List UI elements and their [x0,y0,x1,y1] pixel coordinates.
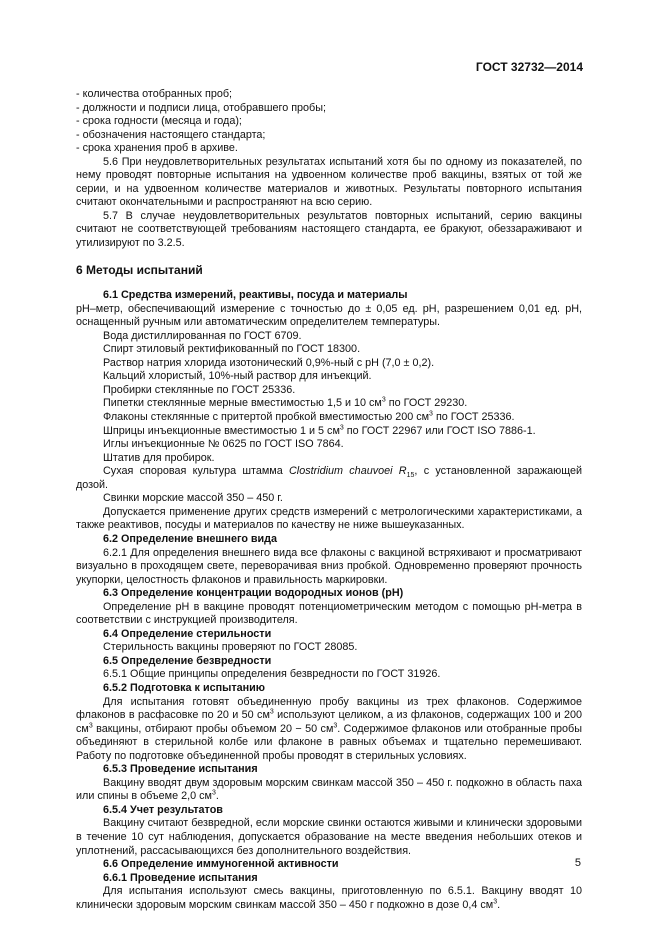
section-title: 6 Методы испытаний [76,262,203,277]
paragraph: Спирт этиловый ректификованный по ГОСТ 18300. [103,343,361,356]
superscript: 3 [493,898,498,906]
superscript: 3 [211,789,216,797]
paragraph: Пробирки стеклянные по ГОСТ 25336. [103,383,296,396]
superscript: 3 [333,722,338,730]
text-run: Пипетки стеклянные мерные вместимостью 1,5 и 10 см [103,397,382,410]
paragraph [76,696,582,764]
subsection-heading: 6.6 Определение иммуногенной активности [103,858,339,871]
text-run: по ГОСТ 29230. [385,397,468,410]
paragraph: Кальций хлористый, 10%-ный раствор для инъекций. [103,370,372,383]
paragraph: Вода дистиллированная по ГОСТ 6709. [103,329,302,342]
superscript: 3 [88,722,93,730]
paragraph [76,777,582,804]
paragraph: Штатив для пробирок. [103,451,215,464]
paragraph: Стерильность вакцины проверяют по ГОСТ 28085. [103,641,358,654]
paragraph: 6.5.1 Общие принципы определения безвредности по ГОСТ 31926. [103,668,441,681]
list-item: - срока хранения проб в архиве. [76,142,238,155]
text-run: . Содержимое флаконов или отобранные пробы объединяют в стерильной колбе или флаконе в равных объемах и тщательно перемешивают. Работу по подготовке объединенной пробы проводят в стерильных условиях. [76,722,583,762]
text-run: Флаконы стеклянные с притертой пробкой вместимостью 200 см [103,411,430,424]
text-run: Вакцину вводят двум здоровым морским свинкам массой 350 – 450 г. подкожно в область паха или спины в объеме 2,0 см [76,776,582,803]
subsection-heading: 6.5 Определение безвредности [103,654,272,667]
paragraph: pH–метр, обеспечивающий измерение с точностью до ± 0,05 ед. pH, разрешением 0,01 ед. pH, оснащенный ручным или автоматическим определителем температуры. [76,302,582,329]
paragraph [76,885,582,912]
text-run: Для испытания готовят объединенную пробу вакцины из трех флаконов. Содержимое флаконов в расфасовке по 20 и 50 см [76,695,582,722]
text-run: по ГОСТ 22967 или ГОСТ ISO 7886-1. [343,424,536,437]
paragraph: 6.2.1 Для определения внешнего вида все флаконы с вакциной встряхивают и просматривают визуально в проходящем свете, переворачивая вниз пробкой. Одновременно проверяют прочность укупорки, целостность флаконов и правильность маркировки. [76,546,582,586]
text-run: . [497,898,501,911]
list-item: - срока годности (месяца и года); [76,115,242,128]
paragraph [76,411,582,425]
paragraph: Допускается применение других средств измерений с метрологическими характеристиками, а также реактивов, посуды и материалов по качеству не ниже вышеуказанных. [76,505,582,532]
superscript: 3 [381,396,386,404]
paragraph: Иглы инъекционные № 0625 по ГОСТ ISO 7864. [103,438,344,451]
paragraph [76,465,582,492]
subsection-heading: 6.4 Определение стерильности [103,627,272,640]
text-run: вакцины, отбирают пробы объемом 20 − 50 см [92,722,334,735]
subscript: 15 [406,472,415,480]
standard-header: ГОСТ 32732—2014 [475,60,583,74]
superscript: 3 [269,708,274,716]
paragraph [76,425,582,439]
subsection-heading: 6.3 Определение концентрации водородных ионов (pH) [103,587,404,600]
text-run: Сухая споровая культура штамма [103,465,289,478]
text-run: , с установленной заражающей дозой. [76,465,582,491]
strain-name: Clostridium chauvoei R [289,465,407,478]
clause-5-7: 5.7 В случае неудовлетворительных результатов повторных испытаний, серию вакцины считают не соответствующей требованиям настоящего стандарта, ее бракуют, обеззараживают и утилизируют по 3.2.5. [76,209,582,250]
subsection-heading: 6.5.2 Подготовка к испытанию [103,681,266,694]
list-item: - количества отобранных проб; [76,88,233,100]
superscript: 3 [339,423,344,431]
text-run: по ГОСТ 25336. [432,411,515,424]
paragraph: Вакцину считают безвредной, если морские свинки остаются живыми и клинически здоровыми в течение 10 сут наблюдения, допускается образование на месте введения небольших отеков и уплотнений, рассасывающихся без дополнительного воздействия. [76,817,582,857]
list-item: - должности и подписи лица, отобравшего пробы; [76,101,326,114]
clause-5-6: 5.6 При неудовлетворительных результатах испытаний хотя бы по одному из показателей, по нему проводят повторные испытания на удвоенном количестве проб вакцины, взятых от той же серии, и на удвоенном количестве материалов и животных. Результаты повторного испытания считают окончательными и распространяют на всю серию. [76,155,582,209]
paragraph: Раствор натрия хлорида изотонический 0,9%-ный с pH (7,0 ± 0,2). [103,356,435,369]
subsection-heading: 6.5.3 Проведение испытания [103,763,258,776]
subsection-heading: 6.6.1 Проведение испытания [103,871,258,884]
paragraph: Определение pH в вакцине проводят потенциометрическим методом с помощью pH-метра в соответствии с инструкцией производителя. [76,600,582,627]
document-body [76,88,582,912]
text-run: . [215,790,219,803]
paragraph [76,397,582,411]
subsection-heading: 6.2 Определение внешнего вида [103,532,278,545]
list-item: - обозначения настоящего стандарта; [76,128,266,141]
page-number: 5 [574,857,581,869]
text-run: используют целиком, а из флаконов, содержащих 100 и 200 см [76,709,582,735]
paragraph: Свинки морские массой 350 – 450 г. [103,492,283,505]
superscript: 3 [429,410,433,418]
subsection-heading: 6.1 Средства измерений, реактивы, посуда и материалы [103,289,408,302]
text-run: Шприцы инъекционные вместимостью 1 и 5 см [103,424,340,437]
text-run: Для испытания используют смесь вакцины, приготовленную по 6.5.1. Вакцину вводят 10 клинически здоровым морским свинкам массой 350 – 450 г подкожно в дозе 0,4 см [76,885,582,911]
subsection-heading: 6.5.4 Учет результатов [103,803,223,816]
